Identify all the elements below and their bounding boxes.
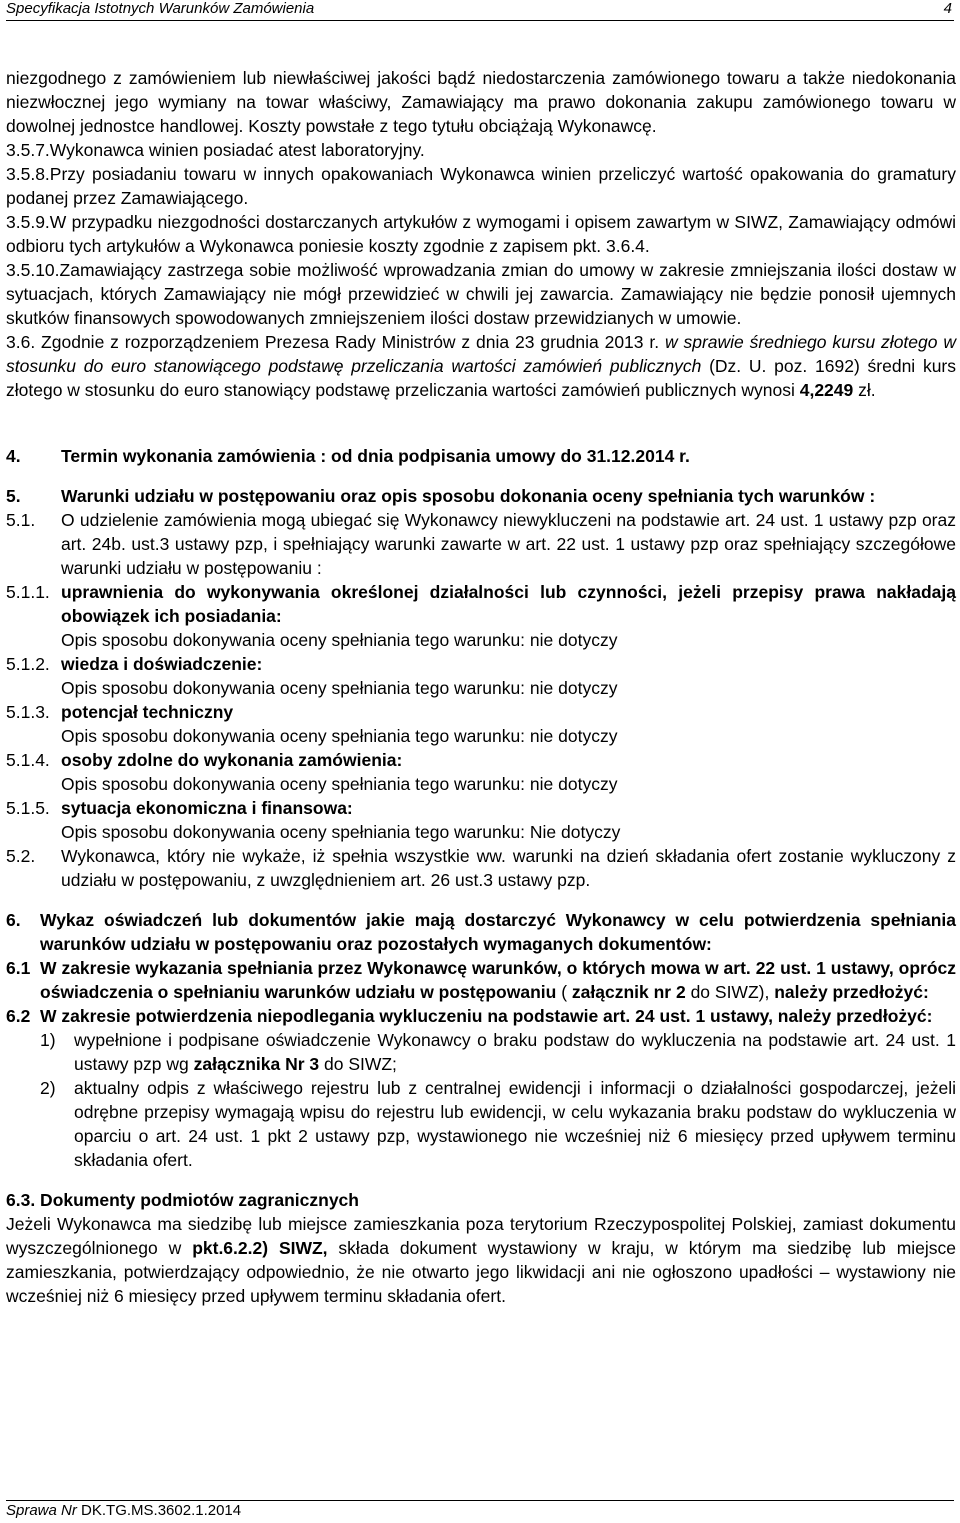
- list-item: 1) wypełnione i podpisane oświadczenie Wykonawcy o braku podstaw do wykluczenia na podstawie art. 24 ust. 1 ustawy pzp wg załącznika Nr 3 do SIWZ;: [40, 1030, 956, 1074]
- section-6-2: 6.2 W zakresie potwierdzenia niepodlegania wykluczeniu na podstawie art. 24 ust. 1 ustawy, należy przedłożyć:: [6, 1006, 933, 1026]
- section-5-heading: Warunki udziału w postępowaniu oraz opis sposobu dokonania oceny spełniania tych warunków :: [61, 486, 876, 506]
- page-footer: [6, 1500, 954, 1521]
- section-5-1-5: 5.1.5. sytuacja ekonomiczna i finansowa:: [6, 798, 353, 818]
- section-5-1: 5.1. O udzielenie zamówienia mogą ubiegać się Wykonawcy niewykluczeni na podstawie art. 24 ust. 1 ustawy pzp oraz art. 24b. ust.3 ustawy pzp, i spełniający warunki zawarte w art. 22 ust. 1 ustawy pzp oraz spełniający szczegółowe warunki udziału w postępowaniu :: [6, 510, 956, 578]
- case-number: DK.TG.MS.3602.1.2014: [76, 1502, 242, 1519]
- case-number-label: Sprawa Nr: [6, 1502, 77, 1519]
- document-body: [6, 66, 956, 1308]
- section-4: 4. Termin wykonania zamówienia : od dnia podpisania umowy do 31.12.2014 r.: [6, 444, 956, 468]
- paragraph-3-5-9: 3.5.9.W przypadku niezgodności dostarczanych artykułów z wymogami i opisem zawartym w SIWZ, Zamawiający odmówi odbioru tych artykułów a Wykonawca poniesie koszty zgodnie z zapisem pkt. 3.6.4.: [6, 212, 956, 256]
- section-5-1-4: 5.1.4. osoby zdolne do wykonania zamówienia:: [6, 750, 403, 770]
- page-header: [6, 0, 954, 21]
- section-5-1-2-desc: Opis sposobu dokonywania oceny spełniania tego warunku: nie dotyczy: [61, 678, 618, 698]
- paragraph-3-5-7: 3.5.7.Wykonawca winien posiadać atest laboratoryjny.: [6, 140, 425, 160]
- paragraph-3-5-8: 3.5.8.Przy posiadaniu towaru w innych opakowaniach Wykonawca winien przeliczyć wartość opakowania do gramatury podanej przez Zamawiającego.: [6, 164, 956, 208]
- section-5-1-3-desc: Opis sposobu dokonywania oceny spełniania tego warunku: nie dotyczy: [61, 726, 618, 746]
- intro-paragraph: niezgodnego z zamówieniem lub niewłaściwej jakości bądź niedostarczenia zamówionego towaru a także niedokonania niezwłocznej jego wymiany na towar właściwy, Zamawiający ma prawo dokonania zakupu zamówionego towaru w dowolnej jednostce handlowej. Koszty powstałe z tego tytułu obciążają Wykonawcę.: [6, 68, 956, 136]
- section-6: 6. Wykaz oświadczeń lub dokumentów jakie mają dostarczyć Wykonawcy w celu potwierdzenia spełniania warunków udziału w postępowaniu oraz pozostałych wymaganych dokumentów:: [6, 910, 956, 954]
- paragraph-3-6: 3.6. Zgodnie z rozporządzeniem Prezesa Rady Ministrów z dnia 23 grudnia 2013 r. w sprawie średniego kursu złotego w stosunku do euro stanowiącego podstawę przeliczania wartości zamówień publicznych (Dz. U. poz. 1692) średni kurs złotego w stosunku do euro stanowiący podstawę przeliczania wartości zamówień publicznych wynosi 4,2249 zł.: [6, 332, 957, 400]
- section-6-1: 6.1 W zakresie wykazania spełniania przez Wykonawcę warunków, o których mowa w art. 22 ust. 1 ustawy, oprócz oświadczenia o spełnianiu warunków udziału w postępowaniu ( załącznik nr 2 do SIWZ), należy przedłożyć:: [6, 958, 956, 1002]
- page-number: 4: [943, 0, 952, 17]
- section-6-heading: Wykaz oświadczeń lub dokumentów jakie mają dostarczyć Wykonawcy w celu potwierdzenia spełniania warunków udziału w postępowaniu oraz pozostałych wymaganych dokumentów:: [40, 910, 956, 954]
- document-title: Specyfikacja Istotnych Warunków Zamówienia: [6, 0, 315, 17]
- section-6-3-heading: 6.3. Dokumenty podmiotów zagranicznych: [6, 1190, 359, 1210]
- section-5-1-1-desc: Opis sposobu dokonywania oceny spełniania tego warunku: nie dotyczy: [61, 630, 618, 650]
- section-5-1-5-desc: Opis sposobu dokonywania oceny spełniania tego warunku: Nie dotyczy: [61, 822, 621, 842]
- section-5-1-3: 5.1.3. potencjał techniczny: [6, 702, 234, 722]
- list-item: 2) aktualny odpis z właściwego rejestru lub z centralnej ewidencji i informacji o działalności gospodarczej, jeżeli odrębne przepisy wymagają wpisu do rejestru lub ewidencji, w celu wykazania braku podstaw do wykluczenia w oparciu o art. 24 ust. 1 pkt 2 ustawy pzp, wystawionego nie wcześniej niż 6 miesięcy przed upływem terminu składania ofert.: [40, 1078, 956, 1170]
- section-5: 5. Warunki udziału w postępowaniu oraz opis sposobu dokonania oceny spełniania tych warunków :: [6, 484, 956, 508]
- section-5-1-4-desc: Opis sposobu dokonywania oceny spełniania tego warunku: nie dotyczy: [61, 774, 618, 794]
- section-5-1-1: 5.1.1. uprawnienia do wykonywania określonej działalności lub czynności, jeżeli przepisy prawa nakładają obowiązek ich posiadania:: [6, 582, 956, 626]
- section-4-heading: Termin wykonania zamówienia : od dnia podpisania umowy do 31.12.2014 r.: [61, 446, 690, 466]
- section-6-3-body: Jeżeli Wykonawca ma siedzibę lub miejsce zamieszkania poza terytorium Rzeczypospolitej Polskiej, zamiast dokumentu wyszczególnionego w pkt.6.2.2) SIWZ, składa dokument wystawiony w kraju, w którym ma siedzibę lub miejsce zamieszkania, potwierdzający odpowiednio, że nie otwarto jego likwidacji ani nie ogłoszono upadłości – wystawiony nie wcześniej niż 6 miesięcy przed upływem terminu składania ofert.: [6, 1214, 957, 1306]
- paragraph-3-5-10: 3.5.10.Zamawiający zastrzega sobie możliwość wprowadzania zmian do umowy w zakresie zmniejszania ilości dostaw w sytuacjach, których Zamawiający nie mógł przewidzieć w chwili jej zawarcia. Zamawiający nie będzie ponosił ujemnych skutków finansowych spowodowanych zmniejszeniem ilości dostaw przewidzianych w umowie.: [6, 260, 956, 328]
- section-5-2: 5.2. Wykonawca, który nie wykaże, iż spełnia wszystkie ww. warunki na dzień składania ofert zostanie wykluczony z udziału w postępowaniu, z uwzględnieniem art. 26 ust.3 ustawy pzp.: [6, 846, 956, 890]
- section-6-2-list: [6, 1028, 956, 1172]
- section-5-1-2: 5.1.2. wiedza i doświadczenie:: [6, 654, 263, 674]
